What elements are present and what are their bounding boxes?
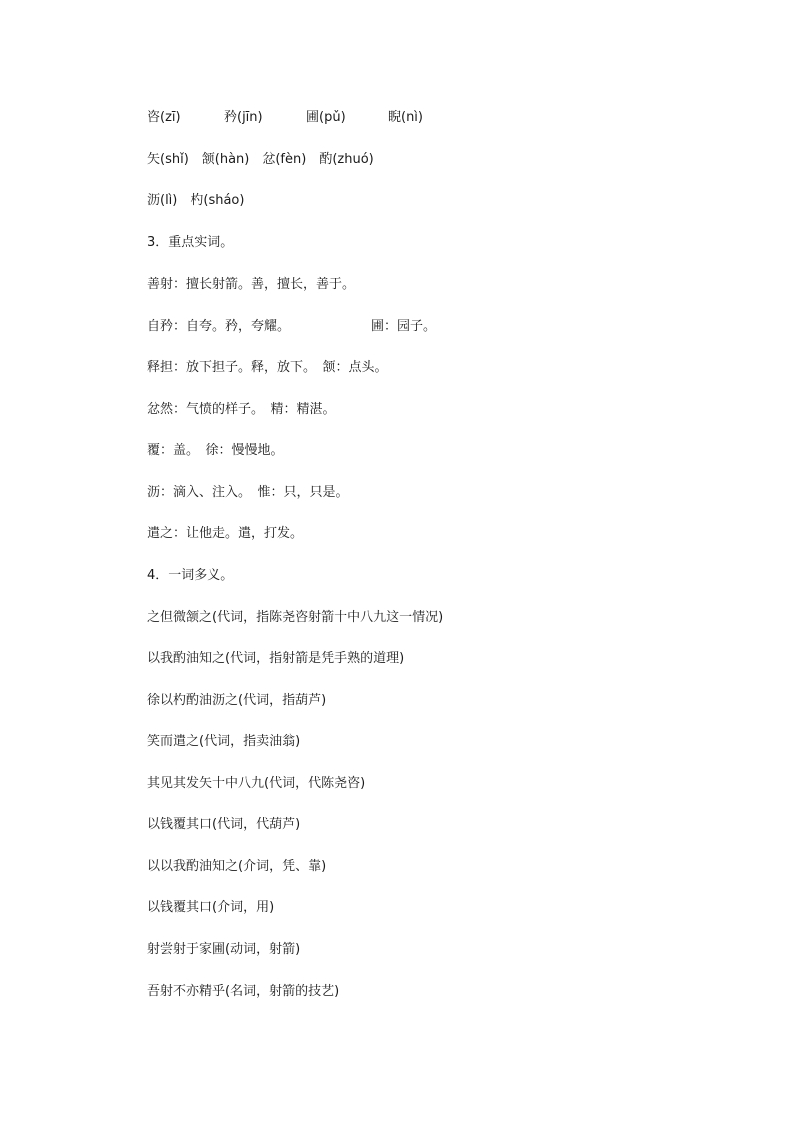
- pinyin-item: 矜(jīn): [224, 110, 263, 125]
- polysemy-line: 笑而遣之(代词，指卖油翁): [147, 734, 301, 749]
- polysemy-line: 其见其发矢十中八九(代词，代陈尧咨): [147, 776, 366, 791]
- polysemy-line: 吾射不亦精乎(名词，射箭的技艺): [147, 984, 340, 999]
- vocab-line: 遣之：让他走。遣，打发。: [147, 526, 304, 541]
- vocab-line: 释担：放下担子。释，放下。 颔：点头。: [147, 360, 388, 375]
- pinyin-item: 咨(zī): [147, 110, 181, 125]
- vocab-line: 忿然：气愤的样子。 精：精湛。: [147, 402, 336, 417]
- vocab-line: 善射：擅长射箭。善，擅长，善于。: [147, 277, 356, 292]
- pinyin-item: 睨(nì): [388, 110, 423, 125]
- polysemy-line: 以我酌油知之(代词，指射箭是凭手熟的道理): [147, 651, 405, 666]
- vocab-line: 沥：滴入、注入。 惟：只，只是。: [147, 485, 349, 500]
- vocab-entry: 圃：园子。: [371, 319, 437, 334]
- pinyin-row-3: 沥(lì) 杓(sháo): [147, 193, 245, 208]
- polysemy-line: 徐以杓酌油沥之(代词，指葫芦): [147, 693, 327, 708]
- polysemy-line: 以钱覆其口(介词，用): [147, 900, 275, 915]
- section-3-heading: 3．重点实词。: [147, 235, 234, 250]
- polysemy-line: 以钱覆其口(代词，代葫芦): [147, 817, 301, 832]
- section-4-heading: 4．一词多义。: [147, 568, 234, 583]
- vocab-line: 覆：盖。 徐：慢慢地。: [147, 443, 284, 458]
- polysemy-line: 以以我酌油知之(介词，凭、靠): [147, 859, 327, 874]
- polysemy-line: 之但微颔之(代词，指陈尧咨射箭十中八九这一情况): [147, 610, 444, 625]
- vocab-entry: 自矜：自夸。矜，夸耀。: [147, 319, 291, 334]
- pinyin-item: 圃(pǔ): [306, 110, 346, 125]
- pinyin-row-2: 矢(shǐ) 颔(hàn) 忿(fèn) 酌(zhuó): [147, 152, 374, 167]
- polysemy-line: 射尝射于家圃(动词，射箭): [147, 942, 301, 957]
